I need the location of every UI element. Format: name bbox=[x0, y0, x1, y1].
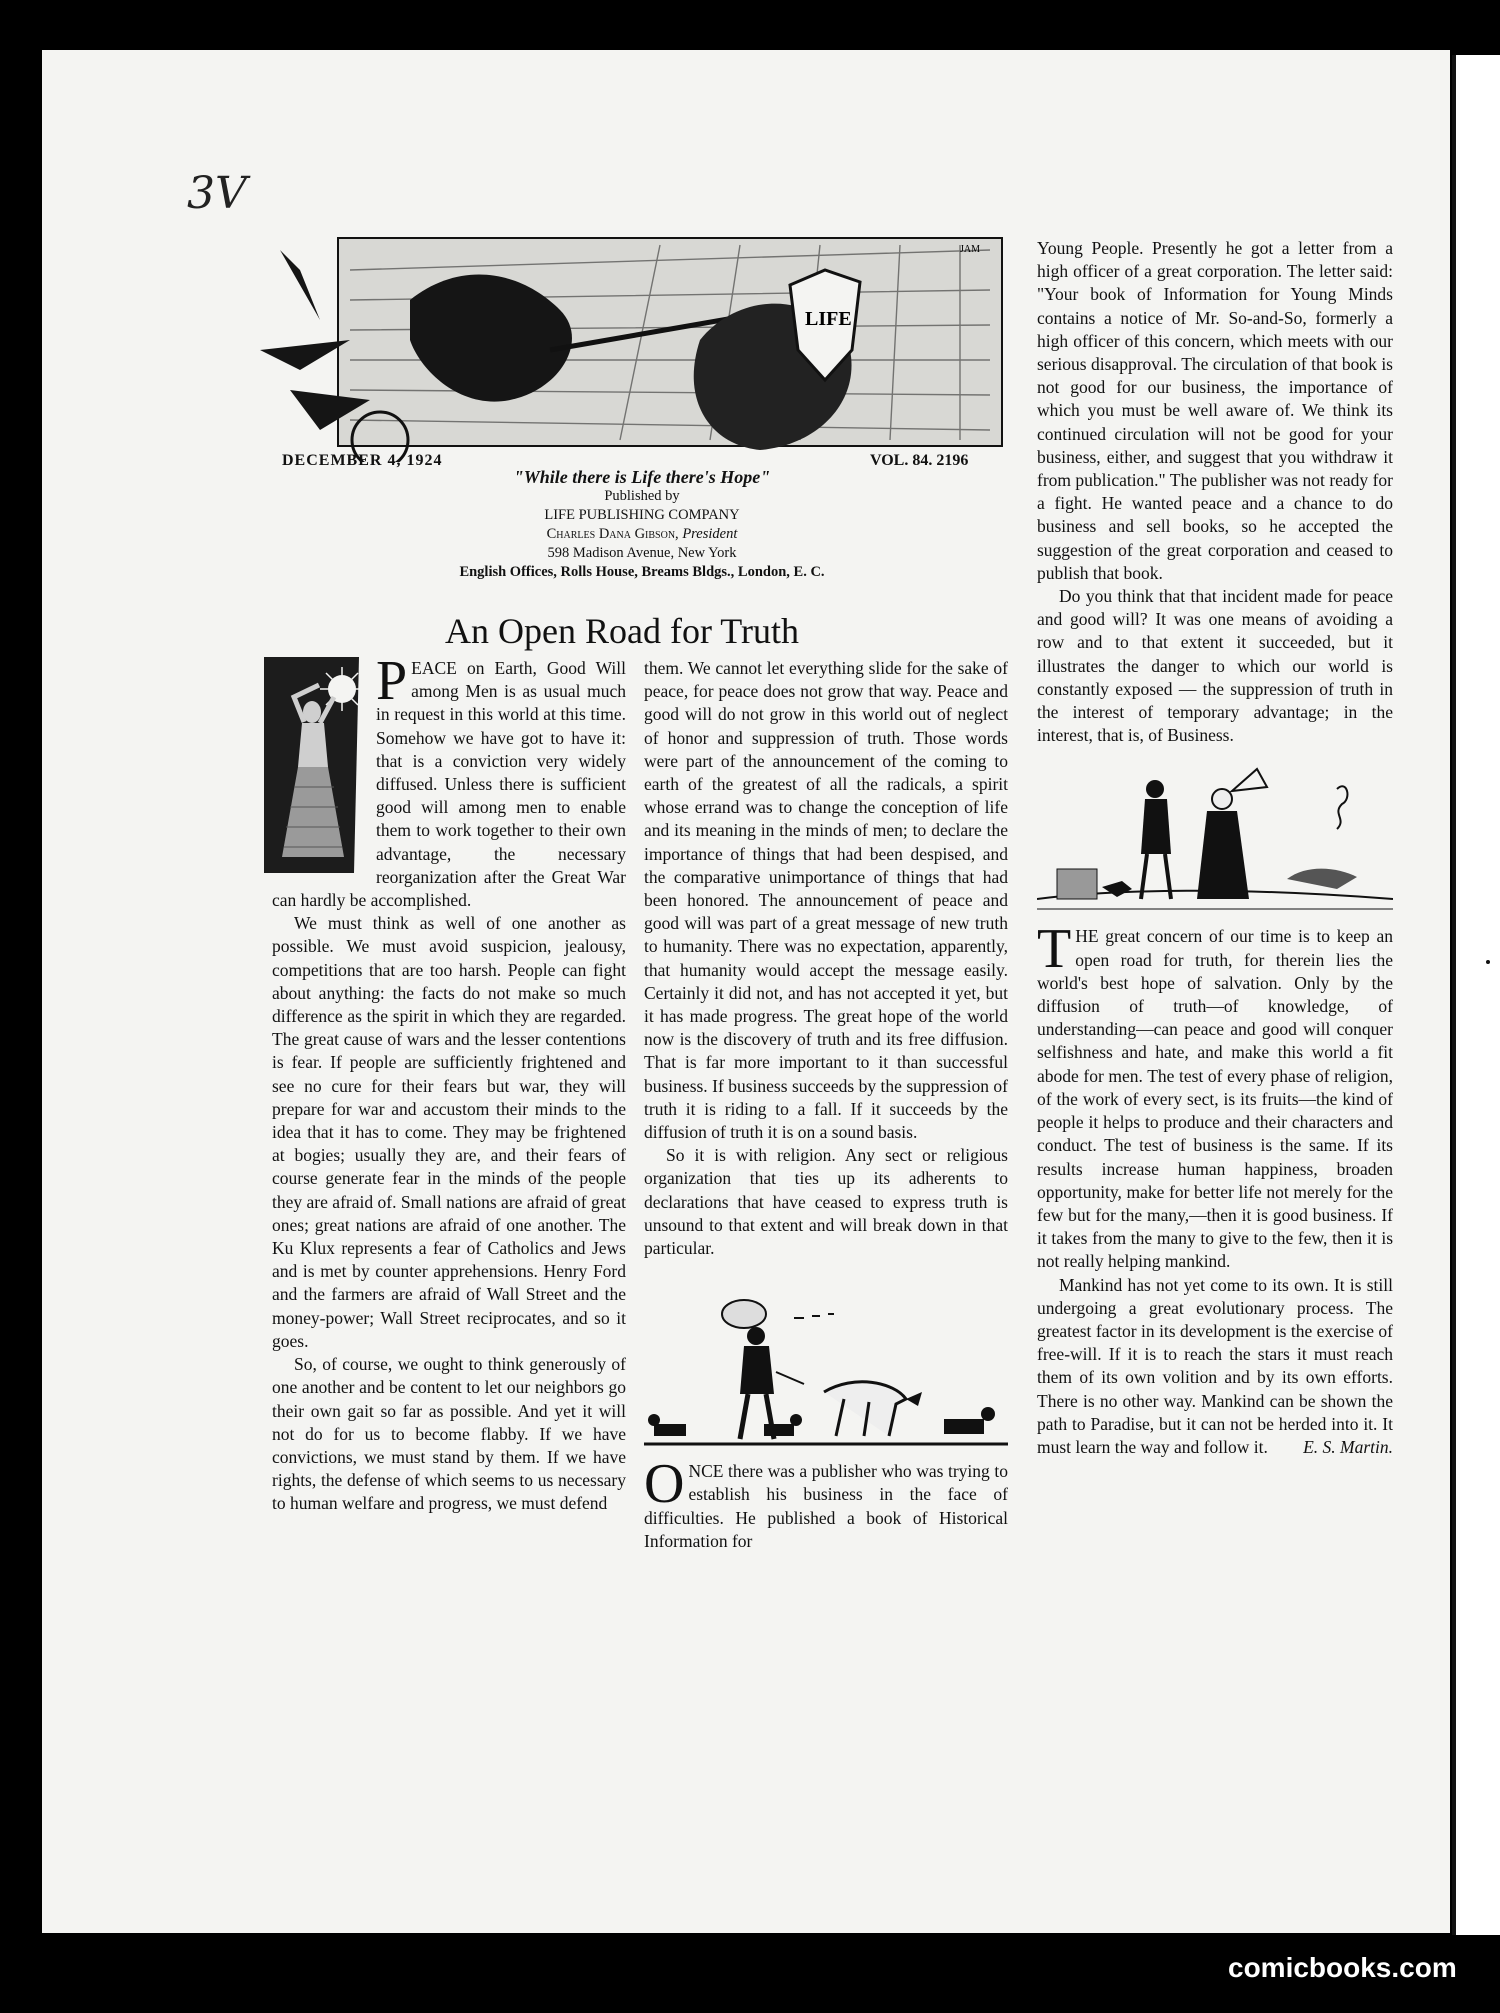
speck bbox=[1486, 960, 1490, 964]
author-signature: E. S. Martin. bbox=[1303, 1436, 1393, 1457]
published-by: Published by bbox=[604, 488, 680, 504]
president-name: Charles Dana Gibson, bbox=[546, 526, 679, 542]
adjacent-page-edge bbox=[1452, 55, 1500, 1935]
shield-life-lettering: LIFE bbox=[805, 308, 852, 330]
artist-mark: JAM bbox=[960, 244, 981, 255]
article-column-1 bbox=[272, 650, 626, 1516]
dropcap-t: T bbox=[1037, 918, 1072, 981]
col2-paragraph-1: them. We cannot let everything slide for the sake of peace, for peace does not grow that way. Peace and good will do not grow in this world out of neglect of honor and suppression of truth. Those words were part of the announcement of the coming to earth of the greatest of all the radicals, a spirit whose errand was to change the conception of life and its meaning in the minds of men; to declare the importance of things that had been despised, and the comparative unimportance of things that had been honored. The announcement of peace and good will was part of a great message of new truth to humanity. There was no expectation, apparently, that humanity would accept the message easily. Certainly it did not, and has not accepted it yet, but it has made progress. The great hope of the world now is the discovery of truth and its free diffusion. That is far more important to it than successful business. If business succeeds by the suppression of truth it is riding to a fall. If it succeeds by the diffusion of truth it is on a sound basis. bbox=[644, 658, 1008, 1143]
imprint-block bbox=[342, 468, 942, 582]
dancer-illustration bbox=[264, 657, 364, 873]
article-column-2 bbox=[644, 657, 1008, 1553]
boy-with-dogs-illustration bbox=[644, 1274, 1008, 1452]
col3-paragraph-3 bbox=[1037, 918, 1393, 1273]
article-title: An Open Road for Truth bbox=[444, 611, 799, 651]
col1-paragraph-2: We must think as well of one another as possible. We must avoid suspicion, jealousy, competitions that are too harsh. People can fight about anything: the facts do not make so much difference as the spirit in which they are regarded. The great cause of wars and the lesser contentions is fear. If people are sufficiently frightened and see no cure for their fears but war, they will prepare for war and accustom their minds to the idea that it has to come. They may be frightened at bogies; usually they are, and their fears of course generate fear in the minds of the people they are afraid of. Small nations are afraid of great ones; great nations are afraid of one another. The Ku Klux represents a fear of Catholics and Jews and is met by counter apprehensions. Henry Ford and the farmers are afraid of Wall Street and the money-power; Wall Street reciprocates, and so it goes. bbox=[272, 913, 626, 1351]
col1-p1-text: EACE on Earth, Good Will among Men is as usual much in request in this world at this time. Somehow we have got to have it: that is a conviction very widely diffused. Unless there is sufficient good will among men to enable them to work together to their own advantage, the necessary reorganization after the Great War can hardly be accomplished. bbox=[272, 658, 626, 911]
dropcap-p: P bbox=[376, 650, 408, 712]
col1-paragraph-3: So, of course, we ought to think generously of one another and be content to let our neighbors go their own gait so far as possible. And yet it will not do for us to become flabby. If we have convictions, we must stand by them. If we have rights, the defense of which seems to us necessary to human welfare and progress, we must defend bbox=[272, 1354, 626, 1514]
col2-paragraph-2: So it is with religion. Any sect or religious organization that ties up its adherents to declarations that have ceased to express truth is unsound to that extent and will break down in that particular. bbox=[644, 1145, 1008, 1259]
col2-p3-text: NCE there was a publisher who was trying to establish his business in the face of difficulties. He published a book of Historical Information for bbox=[644, 1461, 1008, 1551]
col3-p3-text: HE great concern of our time is to keep an open road for truth, for therein lies the world's best hope of salvation. Only by the diffusion of truth—of knowledge, of understanding—can peace and good will conquer selfishness and hate, and make this world a fit abode for men. The test of every phase of religion, of the work of every sect, is its fruits—the kind of people it helps to produce and their characters and conduct. The test of business is the same. If its results increase human happiness, broaden opportunity, make for better life not merely for the few but for the many,—then it is good business. If it takes from the many to give to the few, then it is not really helping mankind. bbox=[1037, 926, 1393, 1272]
col2-paragraph-3 bbox=[644, 1453, 1008, 1553]
handwritten-page-mark: 3V bbox=[187, 168, 247, 219]
english-offices: English Offices, Rolls House, Breams Bldgs., London, E. C. bbox=[459, 564, 825, 580]
volume-number: VOL. 84. 2196 bbox=[870, 452, 969, 469]
motto: "While there is Life there's Hope" bbox=[513, 467, 771, 487]
article-column-3 bbox=[1037, 237, 1393, 1459]
life-masthead-illustration bbox=[260, 230, 1012, 462]
watermark: comicbooks.com bbox=[1228, 1952, 1457, 1983]
figures-on-ice-illustration bbox=[1037, 759, 1393, 919]
col3-paragraph-2: Do you think that that incident made for peace and good will? It was one means of avoiding a row and to that extent it succeeded, but it illustrates the danger to which our world is constantly exposed — the suppression of truth in the interest of temporary advantage; in the interest, that is, of Business. bbox=[1037, 586, 1393, 746]
col3-paragraph-4 bbox=[1037, 1274, 1393, 1460]
president-title: President bbox=[682, 526, 738, 542]
col3-p4-text: Mankind has not yet come to its own. It is still undergoing a great evolutionary process. The greatest factor in its development is the exercise of free-will. If it is to reach the stars it must reach them of its own volition and by its own efforts. There is no other way. Mankind can be shown the path to Paradise, but it can not be herded into it. It must learn the way and follow it. bbox=[1037, 1274, 1393, 1457]
president-line bbox=[342, 525, 942, 544]
issue-date: DECEMBER 4, 1924 bbox=[282, 452, 443, 469]
col3-paragraph-1: Young People. Presently he got a letter from a high officer of a great corporation. The letter said: "Your book of Information for Young Minds contains a notice of Mr. So-and-So, formerly a high officer of this concern, which meets with our serious disapproval. The circulation of that book is not good for our business, the importance of which you must be well aware of. We think its continued circulation will not be good for your business, either, and suggest that you withdraw it from publication." The publisher was not ready for a fight. He wanted peace and a chance to do business and sell books, so he accepted the suggestion of the great corporation and ceased to publish that book. bbox=[1037, 238, 1393, 583]
publisher-name: LIFE PUBLISHING COMPANY bbox=[544, 507, 740, 523]
address: 598 Madison Avenue, New York bbox=[547, 545, 737, 561]
magazine-page bbox=[42, 50, 1450, 1933]
dropcap-o: O bbox=[644, 1453, 685, 1516]
